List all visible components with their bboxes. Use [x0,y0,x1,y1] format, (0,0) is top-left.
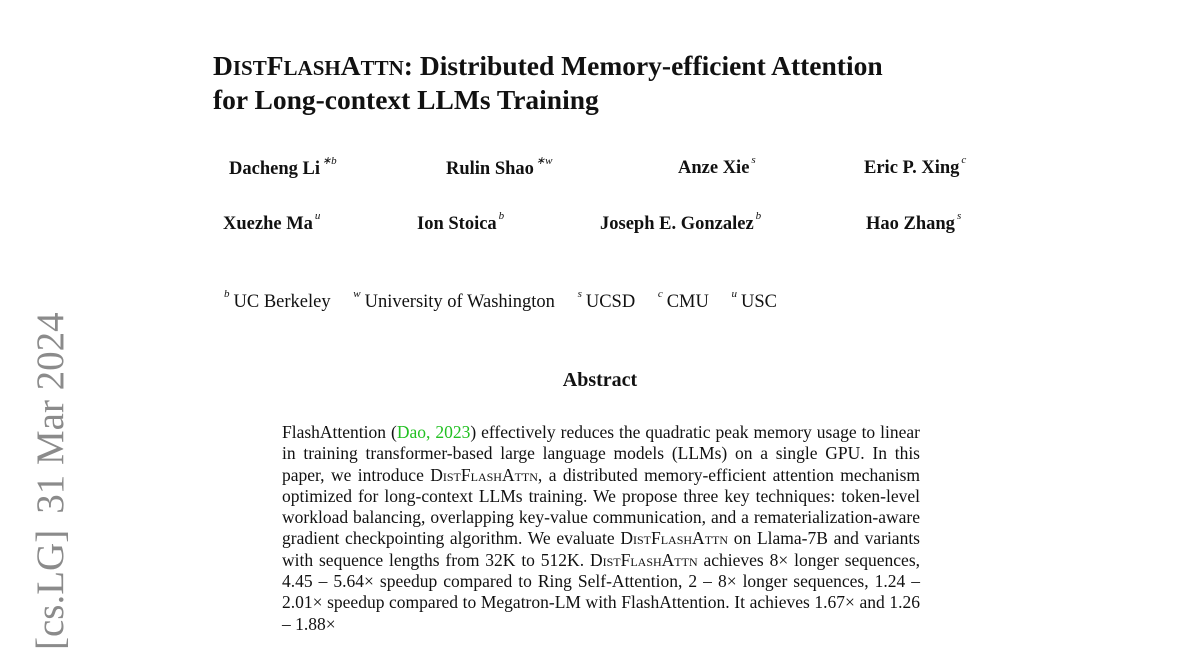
arxiv-date: 31 Mar 2024 [29,312,72,514]
author-anze-xie: Anze Xie $^s$ [678,154,756,179]
abstract-body: FlashAttention (Dao, 2023) effectively reduces the quadratic peak memory usage to linear in training transformer-based large language models (LLMs) on a single GPU. In this paper, we introduce DistFlashAttn, a distributed memory-efficient attention mechanism optimized for long-context LLMs training. We propose three key techniques: token-level workload balancing, overlapping key-value communication, and a rematerialization-aware gradient checkpointing algorithm. We evaluate DistFlashAttn on Llama-7B and variants with sequence lengths from 32K to 512K. DistFlashAttn achieves 8× longer sequences, 4.45 – 5.64× speedup compared to Ring Self-Attention, 2 – 8× longer sequences, 1.24 – 2.01× speedup compared to Megatron-LM with FlashAttention. It achieves 1.67× and 1.26 – 1.88× [282,422,921,634]
citation-link[interactable]: Dao, 2023 [396,422,471,442]
affiliation-item: $^b$ UC Berkeley [224,288,331,313]
system-name: DistFlashAttn [620,528,729,549]
title-line1-rest: : Distributed Memory-efficient Attention [403,50,883,81]
paper-title [213,50,1013,116]
system-name: DistFlashAttn [430,464,538,485]
abstract-heading: Abstract [562,369,638,391]
author-xuezhe-ma: Xuezhe Ma $^u$ [223,210,321,235]
title-system-name: DISTFLASHATTN [213,50,404,81]
arxiv-stamp [28,296,73,650]
author-hao-zhang: Hao Zhang $^s$ [866,210,962,235]
title-line2: for Long-context LLMs Training [213,84,599,115]
system-name: DistFlashAttn [589,549,698,570]
affiliations [224,288,795,313]
author-rulin-shao: Rulin Shao $^{∗w}$ [446,155,553,180]
arxiv-category: [cs.LG] [29,529,72,650]
author-ion-stoica: Ion Stoica $^b$ [417,210,505,235]
affiliation-item: $^c$ CMU [657,288,709,313]
author-dacheng-li: Dacheng Li $^{∗b}$ [229,155,337,180]
author-joseph-gonzalez: Joseph E. Gonzalez $^b$ [600,210,762,235]
affiliation-item: $^w$ University of Washington [353,288,555,313]
affiliation-item: $^s$ UCSD [577,288,636,313]
author-eric-xing: Eric P. Xing $^c$ [864,154,967,179]
affiliation-item: $^u$ USC [731,288,777,313]
